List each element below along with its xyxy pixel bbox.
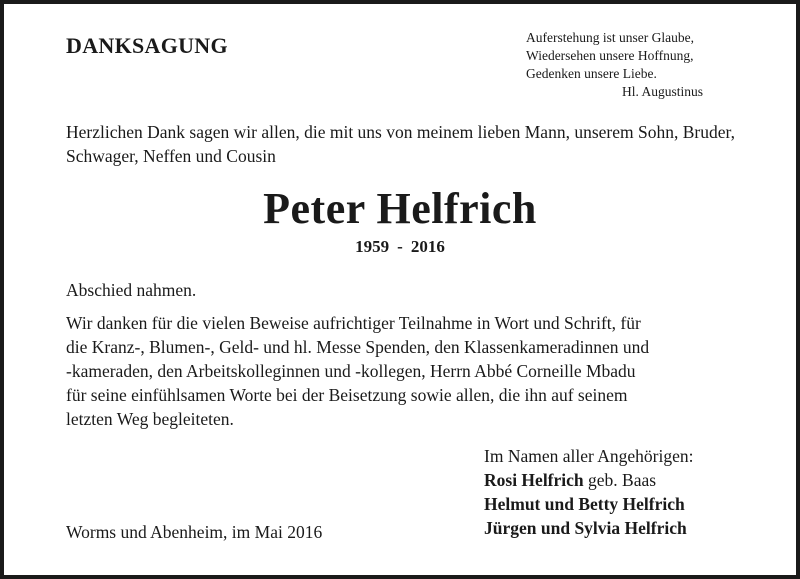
thanks-line: die Kranz-, Blumen-, Geld- und hl. Messe Spenden, den Klassenkameradinnen und xyxy=(66,337,650,357)
deceased-name: Peter Helfrich xyxy=(263,184,537,233)
farewell-text: Abschied nahmen. xyxy=(66,280,197,300)
widow-line xyxy=(484,468,693,492)
quote-author: Hl. Augustinus xyxy=(622,84,704,99)
quote-line: Gedenken unsere Liebe. xyxy=(526,66,657,81)
place-and-date: Worms und Abenheim, im Mai 2016 xyxy=(66,522,323,542)
intro-text: Herzlichen Dank sagen wir allen, die mit uns von meinem lieben Mann, unserem Sohn, Bruder, Schwager, Neffen und Cousin xyxy=(66,122,735,166)
family-member-line: Jürgen und Sylvia Helfrich xyxy=(484,518,687,538)
thanks-line: für seine einfühlsamen Worte bei der Beisetzung sowie allen, die ihn auf seinem xyxy=(66,385,628,405)
thanks-paragraph xyxy=(66,311,746,431)
thanks-line: letzten Weg begleiteten. xyxy=(66,409,234,429)
birth-year: 1959 xyxy=(355,237,390,256)
notice-heading: DANKSAGUNG xyxy=(66,33,228,58)
year-separator: - xyxy=(397,237,403,256)
family-signoff xyxy=(484,444,693,540)
thanks-line: Wir danken für die vielen Beweise aufrichtiger Teilnahme in Wort und Schrift, für xyxy=(66,313,641,333)
death-year: 2016 xyxy=(410,237,445,256)
widow-maiden-name: geb. Baas xyxy=(588,470,657,490)
life-years xyxy=(4,237,796,257)
memorial-quote xyxy=(526,29,703,101)
thanks-line: -kameraden, den Arbeitskolleginnen und -kollegen, Herrn Abbé Corneille Mbadu xyxy=(66,361,636,381)
quote-line: Wiedersehen unsere Hoffnung, xyxy=(526,48,694,63)
widow-name: Rosi Helfrich xyxy=(484,470,584,490)
signoff-intro: Im Namen aller Angehörigen: xyxy=(484,446,694,466)
family-member-line: Helmut und Betty Helfrich xyxy=(484,494,685,514)
quote-line: Auferstehung ist unser Glaube, xyxy=(526,30,694,45)
